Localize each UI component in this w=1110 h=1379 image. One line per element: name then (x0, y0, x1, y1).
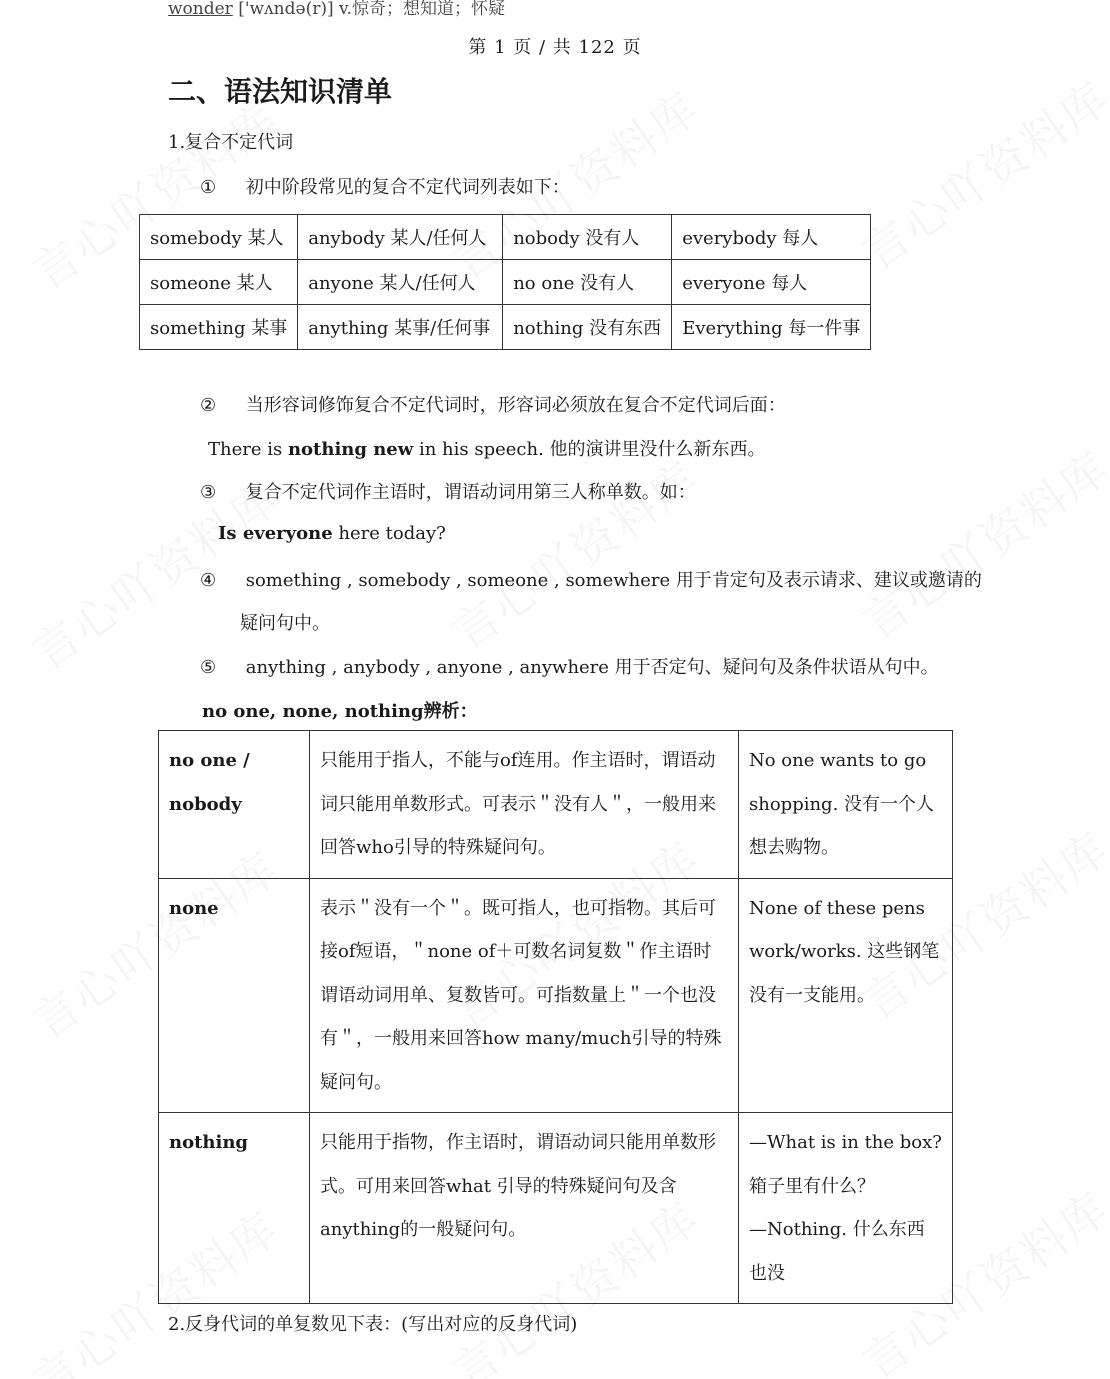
example-cell (739, 1113, 953, 1304)
point-text: 初中阶段常见的复合不定代词列表如下： (245, 177, 570, 198)
example-cell: None of these pens work/works. 这些钢笔没有一支能用。 (739, 878, 953, 1113)
table-cell: nothing 没有东西 (503, 305, 672, 350)
table-cell: anyone 某人/任何人 (298, 260, 503, 305)
example-line: 箱子里有什么？ (749, 1175, 875, 1197)
point-2 (200, 391, 786, 417)
section-title: 二、语法知识清单 (168, 75, 393, 108)
term-cell (159, 731, 310, 879)
point-text: 复合不定代词作主语时，谓语动词用第三人称单数。如： (245, 482, 696, 503)
example-text: here today? (332, 523, 446, 544)
example-bold: nothing new (287, 439, 414, 460)
point-1 (200, 173, 570, 199)
watermark (847, 63, 1110, 282)
point-text: 当形容词修饰复合不定代词时，形容词必须放在复合不定代词后面： (245, 395, 786, 416)
example-line: —What is in the box? (749, 1132, 942, 1153)
example-sentence (208, 435, 766, 461)
example-bold: Is everyone (218, 523, 333, 544)
term-cell: nothing (159, 1113, 310, 1304)
watermark (437, 443, 711, 662)
term-cell: none (159, 878, 310, 1113)
table-cell: someone 某人 (140, 260, 298, 305)
vocab-line (168, 0, 505, 19)
point-5 (200, 653, 939, 679)
page-indicator: 第 1 页 / 共 122 页 (468, 37, 642, 58)
vocab-definition: ['wʌndə(r)] v.惊奇；想知道；怀疑 (232, 0, 505, 19)
subsection-title: 2.反身代词的单复数见下表：(写出对应的反身代词) (168, 1314, 578, 1335)
comparison-title: no one, none, nothing辨析： (202, 701, 478, 722)
table-cell: anything 某事/任何事 (298, 305, 503, 350)
table-cell: nobody 没有人 (503, 215, 672, 260)
table-cell: no one 没有人 (503, 260, 672, 305)
point-text: anything , anybody , anyone , anywhere 用于否定句、疑问句及条件状语从句中。 (245, 657, 939, 678)
table-cell: something 某事 (140, 305, 298, 350)
point-text: something , somebody , someone , somewhere 用于肯定句及表示请求、建议或邀请的 (245, 570, 982, 591)
example-sentence (218, 523, 446, 544)
vocab-word: wonder (168, 0, 233, 19)
subsection-title: 1.复合不定代词 (168, 132, 294, 153)
table-row (159, 731, 953, 879)
table-row (140, 260, 871, 305)
example-cell: No one wants to go shopping. 没有一个人想去购物。 (739, 731, 953, 879)
table-row (159, 878, 953, 1113)
point-marker: ① (200, 177, 217, 198)
point-3 (200, 478, 696, 504)
comparison-table (158, 730, 953, 1304)
usage-cell: 只能用于指人，不能与of连用。作主语时，谓语动词只能用单数形式。可表示＂没有人＂，一般用来回答who引导的特殊疑问句。 (310, 731, 739, 879)
point-marker: ② (200, 395, 217, 416)
term-text: nobody (169, 793, 242, 815)
example-line: —Nothing. 什么东西也没 (749, 1219, 925, 1284)
usage-cell: 只能用于指物，作主语时，谓语动词只能用单数形式。可用来回答what 引导的特殊疑问句及含anything的一般疑问句。 (310, 1113, 739, 1304)
table-row (140, 305, 871, 350)
term-text: no one / (169, 750, 250, 771)
indefinite-pronoun-table (139, 214, 871, 350)
point-text-continued: 疑问句中。 (240, 613, 330, 634)
point-4 (200, 566, 982, 592)
table-cell: Everything 每一件事 (672, 305, 871, 350)
table-cell: everyone 每人 (672, 260, 871, 305)
table-cell: anybody 某人/任何人 (298, 215, 503, 260)
example-text: in his speech. 他的演讲里没什么新东西。 (413, 439, 766, 460)
point-marker: ③ (200, 482, 217, 503)
table-cell: everybody 每人 (672, 215, 871, 260)
watermark (847, 433, 1110, 652)
table-row (140, 215, 871, 260)
usage-cell: 表示＂没有一个＂。既可指人，也可指物。其后可接of短语，＂none of＋可数名词复数＂作主语时谓语动词用单、复数皆可。可指数量上＂一个也没有＂，一般用来回答how many/much引导的特殊疑问句。 (310, 878, 739, 1113)
table-row (159, 1113, 953, 1304)
table-cell: somebody 某人 (140, 215, 298, 260)
point-marker: ⑤ (200, 657, 217, 678)
point-marker: ④ (200, 570, 217, 591)
example-text: There is (208, 439, 288, 460)
